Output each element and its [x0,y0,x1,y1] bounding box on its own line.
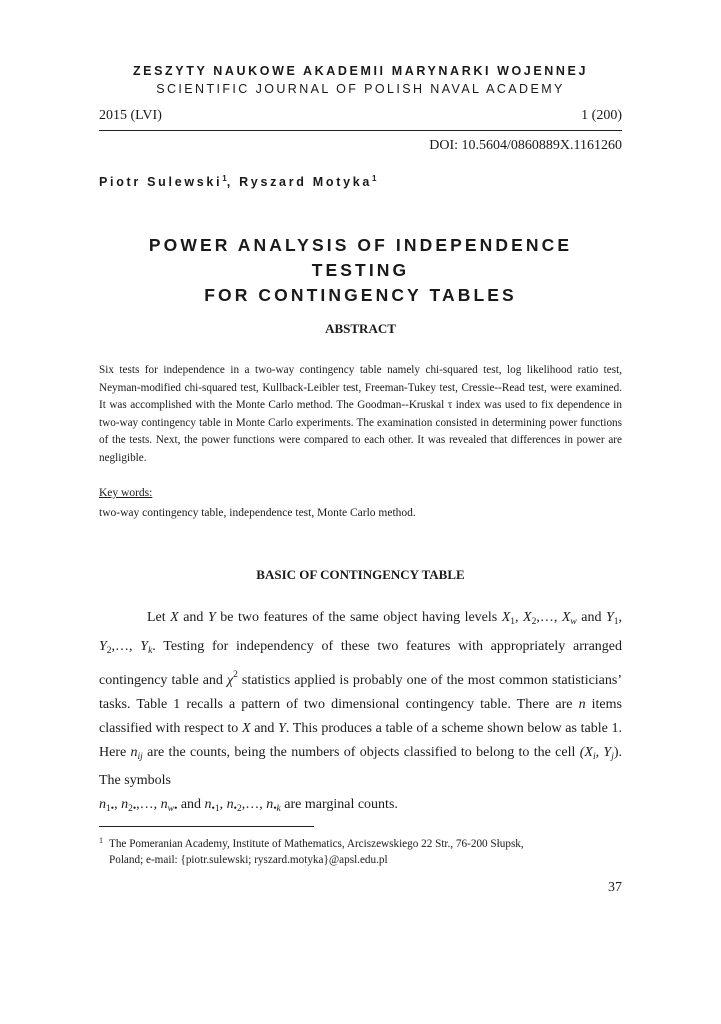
issue-row [99,108,622,124]
keywords-text: two-way contingency table, independence test, Monte Carlo method. [99,507,416,519]
title-line: POWER ANALYSIS OF INDEPENDENCE TESTING [148,235,573,280]
math-symbol: Y [207,610,216,625]
abstract-heading: ABSTRACT [325,321,396,336]
section-heading: BASIC OF CONTINGENCY TABLE [256,567,465,582]
header-rule [99,130,622,131]
issue-number: 1 (200) [581,108,622,123]
page-number: 37 [608,880,622,895]
footnote-mark: 1 [99,836,103,845]
author-name: Piotr Sulewski [99,175,223,190]
doi[interactable]: DOI: 10.5604/0860889X.1161260 [429,138,622,153]
abstract-text: Six tests for independence in a two-way contingency table namely chi-squared test, log likelihood ratio test, Neyman-modified chi-squared test, Kullback-Leibler test, Freeman-Tukey test, Cressie--Read test, were examined. It was accomplished with the Monte Carlo method. The Goodman--Kruskal τ index was used to fix dependence in two-way contingency table in Monte Carlo experiments. The examination consisted in determining power functions of the tests. Next, the power functions were compared to each other. It was revealed that differences in power are negligible. [99,364,622,464]
journal-name-english: SCIENTIFIC JOURNAL OF POLISH NAVAL ACADEMY [156,82,565,96]
author-separator: , [226,175,240,190]
author-name: Ryszard Motyka [239,175,373,190]
journal-name-polish: ZESZYTY NAUKOWE AKADEMII MARYNARKI WOJENNEJ [132,64,589,78]
body-paragraph: Let X and Y be two features of the same object having levels $X_1$, $X_2,\dots$, $X_w$ and $Y_1$, $Y_2,\dots$, $Y_k$. Testing for independency of these two features with appropriately arranged contingency table and $\chi^2$ statistics applied is probably one of the most common statisticians’ tasks. Table 1 recalls a pattern of two dimensional contingency table. There are n items classified with respect to X and Y. This produces a table of a scheme shown below as table 1. Here $n_{ij}$ are the counts, being the numbers of objects classified to belong to the cell ($X_i$, $Y_j$). The symbols $n_{1•}$, $n_{2•},\dots$, $n_{w•}$ and $n_{•1}$, $n_{•2},\dots$, $n_{•k}$ are marginal counts. [99,610,623,815]
keywords-label: Key words: [99,487,153,499]
affiliation-mark: 1 [372,174,377,183]
section-body [99,606,622,822]
chi-symbol: χ [226,672,234,688]
paper-title [99,233,622,308]
year-volume: 2015 (LVI) [99,108,162,123]
footnote [99,833,622,868]
author-list [99,174,377,189]
footnote-line: $^1$ The Pomeranian Academy, Institute of Mathematics, Arciszewskiego 22 Str., 76-200 Słupsk, [99,836,524,850]
footnote-line: Poland; e-mail: {piotr.sulewski; ryszard.motyka}@apsl.edu.pl [109,853,388,866]
footnote-rule [99,826,314,827]
math-symbol: X [170,610,179,625]
affiliation-mark: 1 [222,174,227,183]
title-line: FOR CONTINGENCY TABLES [204,285,517,305]
